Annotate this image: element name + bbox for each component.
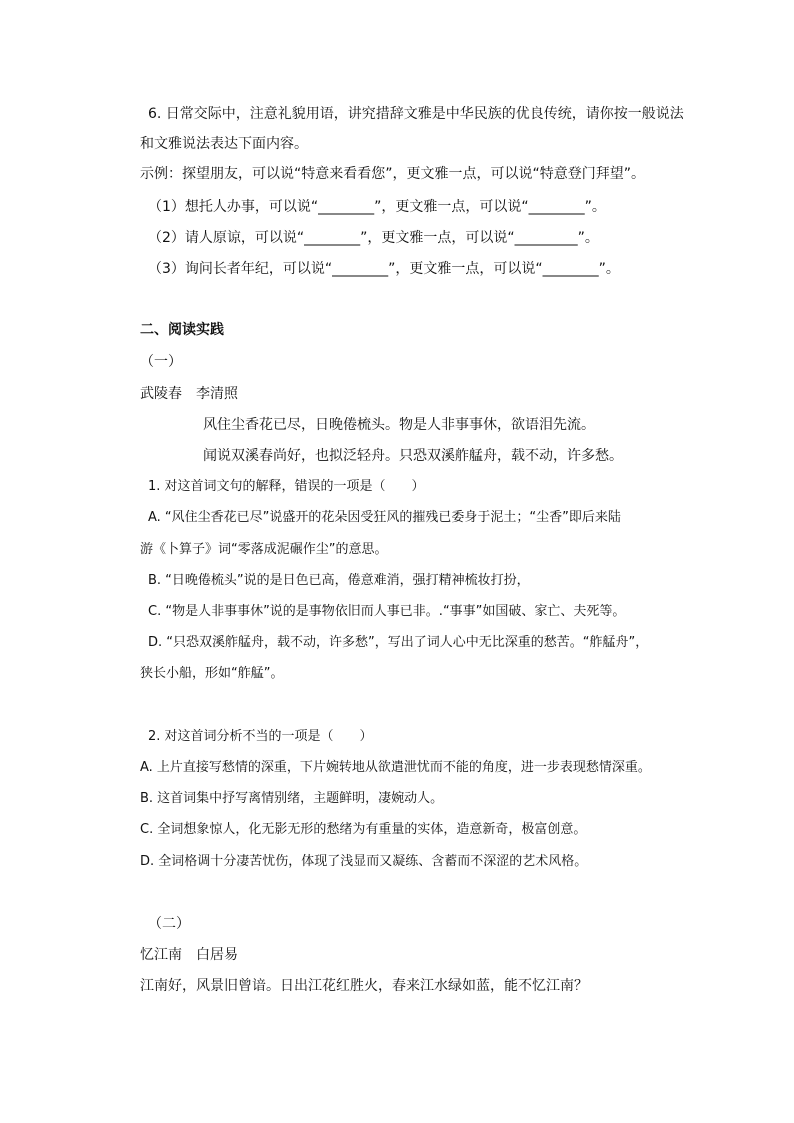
q6-item-2: （2）请人原谅，可以说“________”，更文雅一点，可以说“_________”。 — [148, 230, 599, 246]
poem2-line: 江南好，风景旧曾谙。日出江花红胜火，春来江水绿如蓝，能不忆江南？ — [140, 978, 588, 994]
part1-label: （一） — [140, 354, 182, 370]
question-2-option-b: B. 这首词集中抒写离情别绪，主题鲜明，凄婉动人。 — [140, 791, 444, 806]
question-1-option-d: D. “只恐双溪舴艋舟，载不动，许多愁”，写出了词人心中无比深重的愁苦。“舴艋舟”， — [148, 635, 649, 650]
question-1-option-b: B. “日晚倦梳头”说的是日色已高，倦意难消，强打精神梳妆打扮， — [148, 573, 530, 588]
q6-item-1: （1）想托人办事，可以说“________”，更文雅一点，可以说“________”。 — [148, 199, 606, 215]
question-2-stem: 2. 对这首词分析不当的一项是（ ） — [148, 729, 373, 744]
question-1-option-a-cont: 游《卜算子》词“零落成泥碾作尘”的意思。 — [140, 542, 388, 557]
poem1-line-2: 闻说双溪春尚好，也拟泛轻舟。只恐双溪舴艋舟，载不动，许多愁。 — [203, 448, 623, 464]
question-1-stem: 1. 对这首词文句的解释，错误的一项是（ ） — [148, 479, 425, 494]
question-2-option-c: C. 全词想象惊人，化无影无形的愁绪为有重量的实体，造意新奇，极富创意。 — [140, 822, 587, 837]
question-2-option-d: D. 全词格调十分凄苦忧伤，体现了浅显而又凝练、含蓄而不深涩的艺术风格。 — [140, 854, 588, 869]
q6-line2: 和文雅说法表达下面内容。 — [140, 136, 308, 152]
poem1-line-1: 风住尘香花已尽，日晚倦梳头。物是人非事事休，欲语泪先流。 — [203, 417, 595, 433]
question-2-option-a: A. 上片直接写愁情的深重，下片婉转地从欲遣泄忧而不能的角度，进一步表现愁情深重。 — [140, 760, 651, 775]
q6-line1: 6. 日常交际中，注意礼貌用语，讲究措辞文雅是中华民族的优良传统，请你按一般说法 — [148, 106, 684, 122]
poem1-title: 武陵春 李清照 — [140, 386, 238, 402]
question-1-option-c: C. “物是人非事事休”说的是事物依旧而人事已非。.“事事”如国破、家亡、夫死等。 — [148, 604, 626, 619]
poem2-title: 忆江南 白居易 — [140, 947, 238, 963]
q6-item-3: （3）询问长者年纪，可以说“________”，更文雅一点，可以说“________”。 — [148, 261, 620, 277]
question-1-option-a: A. “风住尘香花已尽”说盛开的花朵因受狂风的摧残已委身于泥土；“尘香”即后来陆 — [148, 510, 621, 525]
question-1-option-d-cont: 狭长小船，形如“舴艋”。 — [140, 666, 284, 681]
q6-example: 示例：探望朋友，可以说“特意来看看您”，更文雅一点，可以说“特意登门拜望”。 — [140, 166, 646, 182]
section-heading: 二、阅读实践 — [140, 322, 224, 338]
part2-label: （二） — [148, 916, 190, 932]
